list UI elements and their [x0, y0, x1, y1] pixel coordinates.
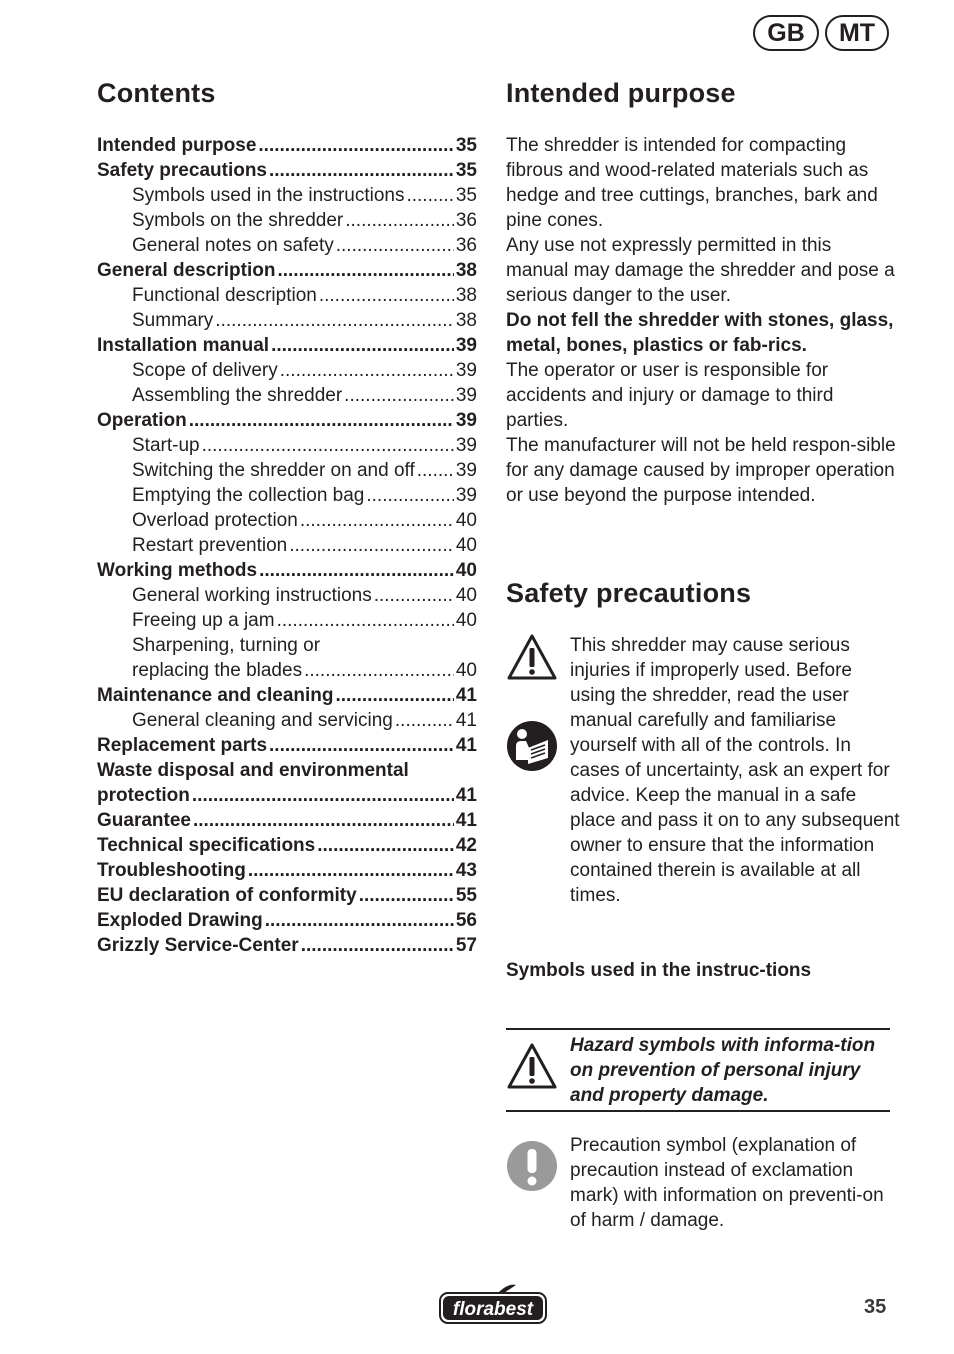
- toc-entry-title: protection: [97, 785, 190, 806]
- toc-leader-dots: [301, 933, 454, 958]
- toc-entry-title: Intended purpose: [97, 135, 257, 156]
- toc-entry-page: 35: [455, 135, 477, 156]
- toc-entry-title: Installation manual: [97, 335, 270, 356]
- toc-entry: [97, 458, 477, 483]
- toc-leader-dots: [193, 808, 454, 833]
- toc-entry: [97, 433, 477, 458]
- toc-leader-dots: [359, 883, 454, 908]
- toc-leader-dots: [269, 158, 454, 183]
- toc-leader-dots: [259, 558, 454, 583]
- toc-entry: [97, 883, 477, 908]
- toc-leader-dots: [304, 658, 454, 683]
- toc-leader-dots: [319, 283, 454, 308]
- toc-entry-page: 41: [455, 810, 477, 831]
- divider-bottom: [506, 1110, 890, 1112]
- toc-entry-title: Troubleshooting: [97, 860, 246, 881]
- toc-entry-title: Grizzly Service-Center: [97, 935, 299, 956]
- toc-entry: [97, 308, 477, 333]
- toc-entry-title: Exploded Drawing: [97, 910, 263, 931]
- toc-entry: [97, 608, 477, 633]
- page-number: 35: [864, 1296, 887, 1318]
- intended-purpose-heading: Intended purpose: [506, 78, 736, 108]
- toc-entry: [97, 508, 477, 533]
- intended-purpose-text: [506, 133, 896, 508]
- toc-entry-page: 40: [455, 510, 477, 531]
- toc-entry-page: 41: [455, 685, 477, 706]
- florabest-logo: [438, 1283, 548, 1325]
- toc-entry-title: Summary: [132, 310, 214, 331]
- toc-entry: [97, 633, 477, 658]
- warning-triangle-icon: [506, 633, 558, 681]
- toc-entry-page: 39: [455, 360, 477, 381]
- intended-paragraph-1: The shredder is intended for compacting fibrous and wood-related materials such as hedge and tree cuttings, branches, bark and pine cones.: [506, 135, 878, 231]
- toc-entry-page: 38: [455, 285, 477, 306]
- toc-entry: [97, 283, 477, 308]
- table-of-contents: [97, 133, 477, 958]
- toc-leader-dots: [258, 133, 453, 158]
- toc-entry-title: Emptying the collection bag: [132, 485, 365, 506]
- toc-leader-dots: [336, 683, 454, 708]
- svg-text:florabest: florabest: [452, 1299, 534, 1320]
- toc-entry-title: Overload protection: [132, 510, 298, 531]
- toc-entry-title: Sharpening, turning or: [132, 635, 321, 656]
- toc-entry: [97, 333, 477, 358]
- toc-leader-dots: [406, 183, 453, 208]
- toc-entry: [97, 833, 477, 858]
- toc-entry-title: EU declaration of conformity: [97, 885, 357, 906]
- toc-entry-title: Functional description: [132, 285, 317, 306]
- toc-entry-title: Replacement parts: [97, 735, 268, 756]
- toc-leader-dots: [374, 583, 454, 608]
- lang-badge-mt: MT: [825, 15, 889, 51]
- toc-entry: [97, 558, 477, 583]
- toc-entry-title: General description: [97, 260, 276, 281]
- toc-entry: [97, 183, 477, 208]
- toc-leader-dots: [280, 358, 454, 383]
- toc-leader-dots: [344, 383, 454, 408]
- contents-heading: Contents: [97, 78, 216, 108]
- toc-leader-dots: [189, 408, 454, 433]
- toc-entry: [97, 858, 477, 883]
- toc-entry-page: 39: [455, 435, 477, 456]
- toc-leader-dots: [271, 333, 454, 358]
- divider-top: [506, 1028, 890, 1030]
- toc-entry: [97, 158, 477, 183]
- toc-entry-page: 41: [455, 710, 477, 731]
- toc-entry: [97, 583, 477, 608]
- toc-entry: [97, 208, 477, 233]
- toc-leader-dots: [277, 258, 453, 283]
- toc-entry: [97, 658, 477, 683]
- toc-entry-page: 40: [455, 560, 477, 581]
- intended-warning-bold: Do not fell the shredder with stones, glass, metal, bones, plastics or fab-rics.: [506, 310, 894, 356]
- intended-paragraph-2: Any use not expressly permitted in this manual may damage the shredder and pose a serious danger to the user.: [506, 235, 895, 306]
- toc-entry-page: 36: [455, 210, 477, 231]
- toc-entry-page: 39: [455, 410, 477, 431]
- toc-entry-page: 39: [455, 385, 477, 406]
- toc-entry-page: 41: [455, 785, 477, 806]
- toc-entry: [97, 933, 477, 958]
- hazard-symbol-description: Hazard symbols with informa-tion on prevention of personal injury and property damage.: [570, 1035, 876, 1106]
- safety-precautions-heading: Safety precautions: [506, 578, 752, 608]
- toc-entry: [97, 383, 477, 408]
- toc-entry: [97, 783, 477, 808]
- toc-leader-dots: [289, 533, 454, 558]
- toc-entry: [97, 233, 477, 258]
- toc-entry-page: 57: [455, 935, 477, 956]
- toc-entry-page: 40: [455, 610, 477, 631]
- toc-entry: [97, 733, 477, 758]
- toc-entry-title: Start-up: [132, 435, 200, 456]
- toc-entry-page: 38: [455, 260, 477, 281]
- read-manual-icon: [506, 720, 558, 772]
- toc-leader-dots: [317, 833, 454, 858]
- toc-entry-title: Switching the shredder on and off: [132, 460, 415, 481]
- toc-entry-title: Symbols on the shredder: [132, 210, 344, 231]
- toc-leader-dots: [345, 208, 454, 233]
- toc-entry-page: 35: [455, 185, 477, 206]
- toc-leader-dots: [366, 483, 453, 508]
- toc-entry-title: Waste disposal and environmental: [97, 760, 409, 781]
- toc-leader-dots: [417, 458, 454, 483]
- toc-entry-title: Guarantee: [97, 810, 191, 831]
- toc-entry: [97, 133, 477, 158]
- toc-leader-dots: [269, 733, 454, 758]
- toc-entry-title: Freeing up a jam: [132, 610, 275, 631]
- toc-entry-title: Symbols used in the instructions: [132, 185, 405, 206]
- toc-entry: [97, 258, 477, 283]
- toc-entry-title: General cleaning and servicing: [132, 710, 393, 731]
- toc-entry-page: 39: [455, 485, 477, 506]
- toc-leader-dots: [300, 508, 454, 533]
- toc-leader-dots: [202, 433, 454, 458]
- toc-entry: [97, 408, 477, 433]
- precaution-symbol-description: Precaution symbol (explanation of precaution instead of exclamation mark) with information on preventi-on of harm / damage.: [570, 1135, 884, 1231]
- toc-leader-dots: [336, 233, 454, 258]
- toc-entry-page: 43: [455, 860, 477, 881]
- toc-entry: [97, 533, 477, 558]
- toc-entry: [97, 683, 477, 708]
- toc-entry-title: Restart prevention: [132, 535, 288, 556]
- toc-entry-title: Safety precautions: [97, 160, 267, 181]
- toc-entry-page: 39: [455, 335, 477, 356]
- toc-entry-page: 36: [455, 235, 477, 256]
- intended-paragraph-5: The manufacturer will not be held respon-sible for any damage caused by improper operation or use beyond the purpose intended.: [506, 435, 896, 506]
- toc-entry-title: replacing the blades: [132, 660, 303, 681]
- precaution-exclamation-icon: [506, 1140, 558, 1192]
- toc-entry-page: 41: [455, 735, 477, 756]
- toc-entry-page: 55: [455, 885, 477, 906]
- symbols-subheading: Symbols used in the instruc-tions: [506, 960, 812, 981]
- toc-entry-page: 42: [455, 835, 477, 856]
- toc-leader-dots: [265, 908, 454, 933]
- toc-entry-title: General notes on safety: [132, 235, 334, 256]
- toc-entry: [97, 758, 477, 783]
- toc-entry-title: Maintenance and cleaning: [97, 685, 334, 706]
- toc-entry: [97, 808, 477, 833]
- toc-entry-title: General working instructions: [132, 585, 372, 606]
- toc-entry-title: Scope of delivery: [132, 360, 278, 381]
- toc-leader-dots: [395, 708, 454, 733]
- toc-entry-title: Technical specifications: [97, 835, 316, 856]
- toc-leader-dots: [248, 858, 454, 883]
- toc-entry-page: 56: [455, 910, 477, 931]
- safety-intro-text: This shredder may cause serious injuries if improperly used. Before using the shredder, read the user manual carefully and familiarise yourself with all of the controls. In cases of uncertainty, ask an expert for advice. Keep the manual in a safe place and pass it on to any subsequent owner to ensure that the information contained therein is available at all times.: [570, 635, 900, 906]
- toc-entry-page: 40: [455, 660, 477, 681]
- toc-entry-page: 39: [455, 460, 477, 481]
- toc-entry-page: 35: [455, 160, 477, 181]
- toc-entry-title: Operation: [97, 410, 187, 431]
- toc-entry-title: Assembling the shredder: [132, 385, 343, 406]
- toc-entry-title: Working methods: [97, 560, 258, 581]
- toc-entry: [97, 708, 477, 733]
- toc-leader-dots: [215, 308, 454, 333]
- warning-triangle-icon: [506, 1042, 558, 1090]
- toc-entry-page: 40: [455, 535, 477, 556]
- toc-entry: [97, 908, 477, 933]
- intended-paragraph-4: The operator or user is responsible for accidents and injury or damage to third parties.: [506, 360, 834, 431]
- lang-badge-gb: GB: [753, 15, 819, 51]
- toc-entry-page: 38: [455, 310, 477, 331]
- toc-leader-dots: [192, 783, 454, 808]
- toc-entry-page: 40: [455, 585, 477, 606]
- toc-leader-dots: [277, 608, 454, 633]
- toc-entry: [97, 483, 477, 508]
- toc-entry: [97, 358, 477, 383]
